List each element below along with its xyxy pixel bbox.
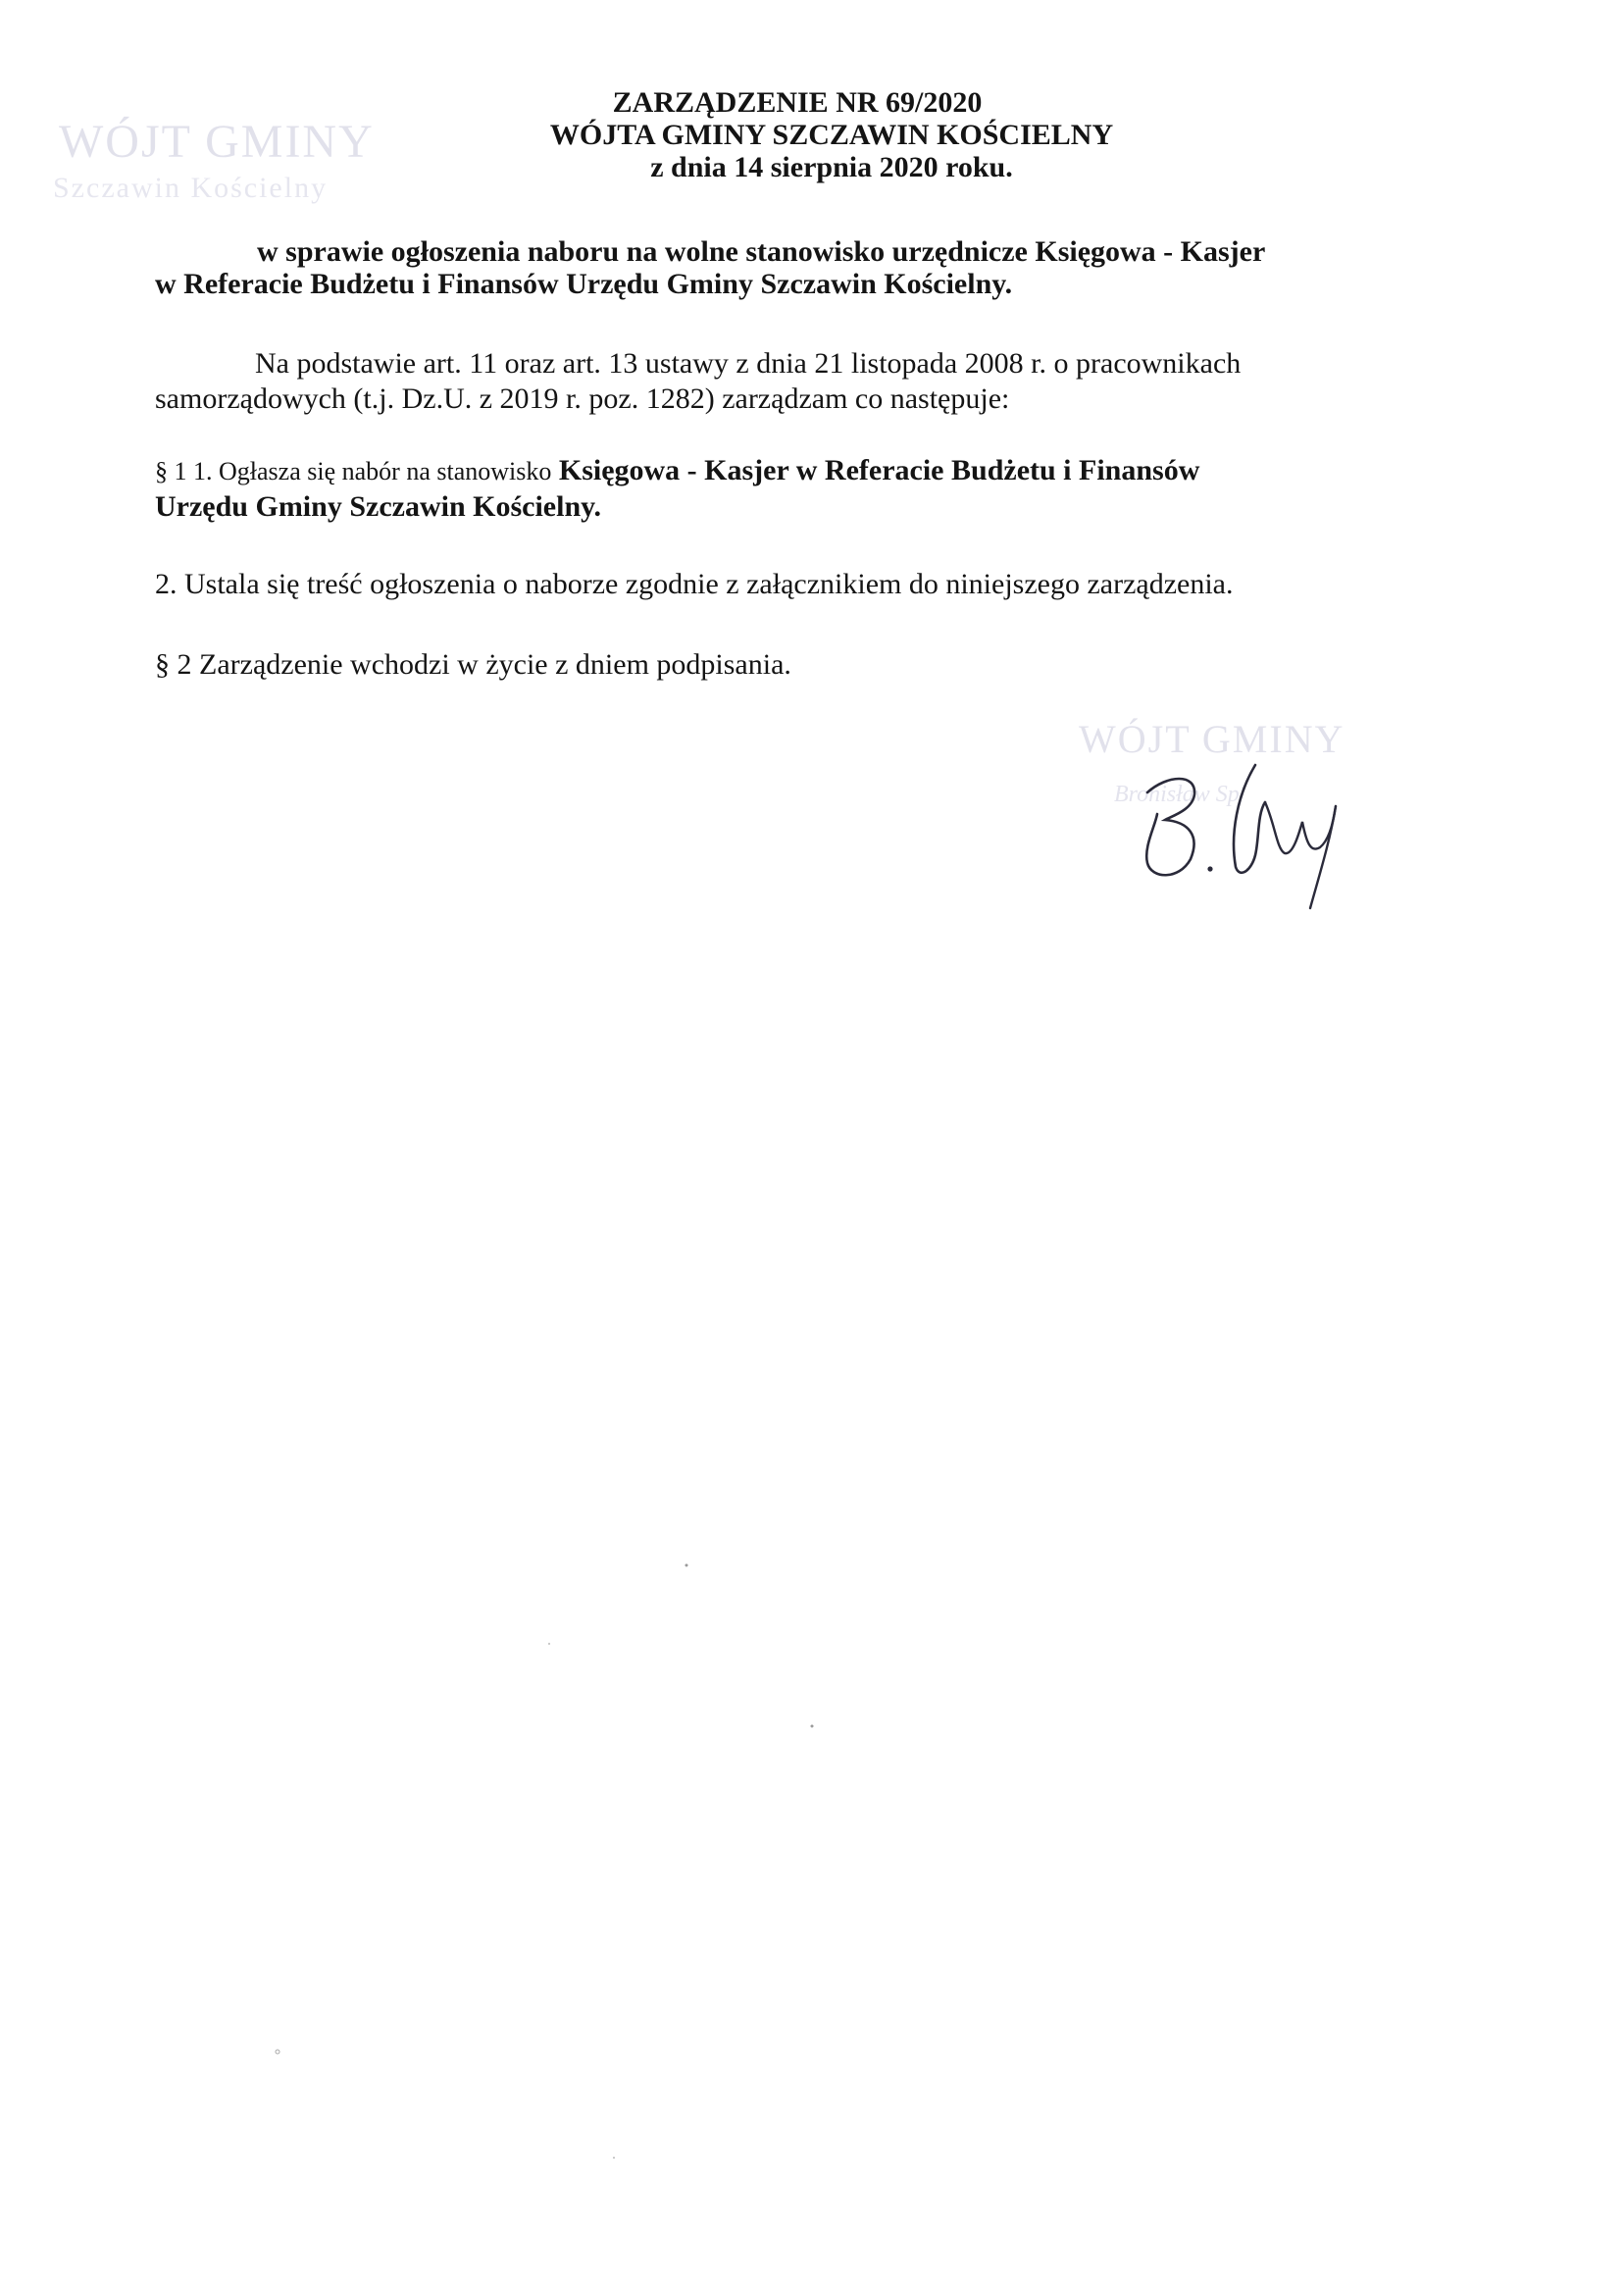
signature-stamp-line1: WÓJT GMINY: [1079, 717, 1345, 761]
heading-issuer: WÓJTA GMINY SZCZAWIN KOŚCIELNY: [549, 119, 1114, 151]
section-1-position-line2: Urzędu Gminy Szczawin Kościelny.: [155, 490, 601, 523]
subject-line1: w sprawie ogłoszenia naboru na wolne stanowisko urzędnicze Księgowa - Kasjer: [257, 235, 1266, 268]
section-1-prefix: § 1 1. Ogłasza się nabór na stanowisko: [155, 457, 552, 485]
signature-stamp-line2: Bronisław Sp: [1114, 782, 1240, 807]
subject-line2: w Referacie Budżetu i Finansów Urzędu Gminy Szczawin Kościelny.: [155, 268, 1013, 300]
stamp-top-line2: Szczawin Kościelny: [53, 172, 329, 204]
section-1-position-line1: Księgowa - Kasjer w Referacie Budżetu i Finansów: [558, 454, 1200, 486]
stamp-top-line1: WÓJT GMINY: [59, 116, 375, 168]
section-1-point-2: 2. Ustala się treść ogłoszenia o naborze zgodnie z załącznikiem do niniejszego zarządzenia.: [155, 568, 1234, 600]
section-2-paragraph: § 2 Zarządzenie wchodzi w życie z dniem podpisania.: [155, 648, 791, 681]
legal-basis-line2: samorządowych (t.j. Dz.U. z 2019 r. poz. 1282) zarządzam co następuje:: [155, 382, 1010, 415]
heading-title: ZARZĄDZENIE NR 69/2020: [612, 86, 983, 119]
legal-basis-line1: Na podstawie art. 11 oraz art. 13 ustawy z dnia 21 listopada 2008 r. o pracownikach: [255, 347, 1242, 380]
heading-date: z dnia 14 sierpnia 2020 roku.: [650, 151, 1013, 183]
